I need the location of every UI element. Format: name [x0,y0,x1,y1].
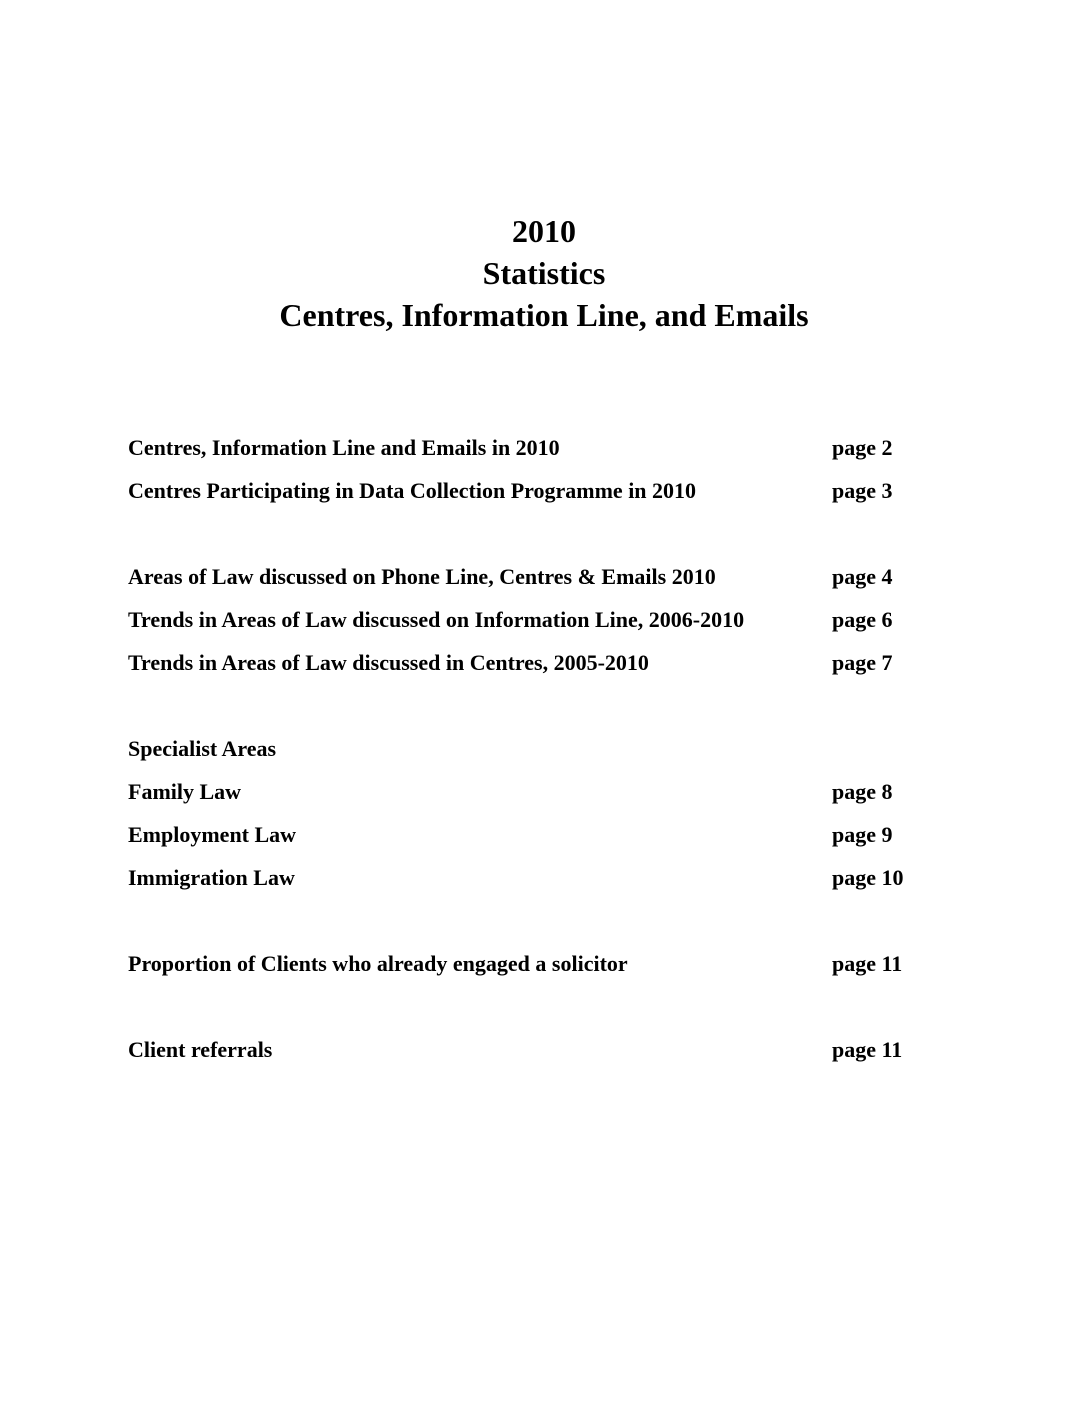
toc-entry [128,856,948,899]
toc-entry-page: page 7 [832,650,893,675]
toc-entry-label: Centres Participating in Data Collection Programme in 2010 [128,478,697,503]
title-subtitle: Centres, Information Line, and Emails [279,297,809,333]
toc-spacer [128,684,948,727]
toc-entry-label: Family Law [128,779,242,804]
toc-entry-page: page 6 [832,607,893,632]
toc-entry-page: page 8 [832,779,893,804]
toc-entry-page: page 9 [832,822,893,847]
table-of-contents [128,426,948,1071]
toc-entry [128,942,948,985]
toc-entry-label: Areas of Law discussed on Phone Line, Centres & Emails 2010 [128,564,716,589]
toc-entry [128,555,948,598]
toc-spacer [128,512,948,555]
toc-entry-label: Trends in Areas of Law discussed in Centres, 2005-2010 [128,650,649,675]
specialist-areas-heading: Specialist Areas [128,736,277,761]
document-title [0,210,1088,336]
toc-entry [128,641,948,684]
toc-entry-label: Immigration Law [128,865,295,890]
toc-entry-page: page 4 [832,564,893,589]
toc-entry-page: page 11 [832,951,903,976]
title-statistics: Statistics [482,255,606,291]
toc-entry-label: Trends in Areas of Law discussed on Information Line, 2006-2010 [128,607,745,632]
toc-entry [128,770,948,813]
toc-entry [128,813,948,856]
toc-entry-label: Client referrals [128,1037,273,1062]
toc-entry-page: page 3 [832,478,893,503]
toc-entry-page: page 2 [832,435,893,460]
title-year: 2010 [512,213,576,249]
toc-entry [128,598,948,641]
toc-section-heading [128,727,948,770]
toc-entry-label: Employment Law [128,822,297,847]
toc-spacer [128,899,948,942]
toc-entry-page: page 10 [832,865,904,890]
toc-entry [128,1028,948,1071]
toc-entry [128,426,948,469]
toc-entry-label: Proportion of Clients who already engaged a solicitor [128,951,628,976]
toc-spacer [128,985,948,1028]
toc-entry-page: page 11 [832,1037,903,1062]
toc-entry [128,469,948,512]
toc-entry-label: Centres, Information Line and Emails in 2010 [128,435,560,460]
